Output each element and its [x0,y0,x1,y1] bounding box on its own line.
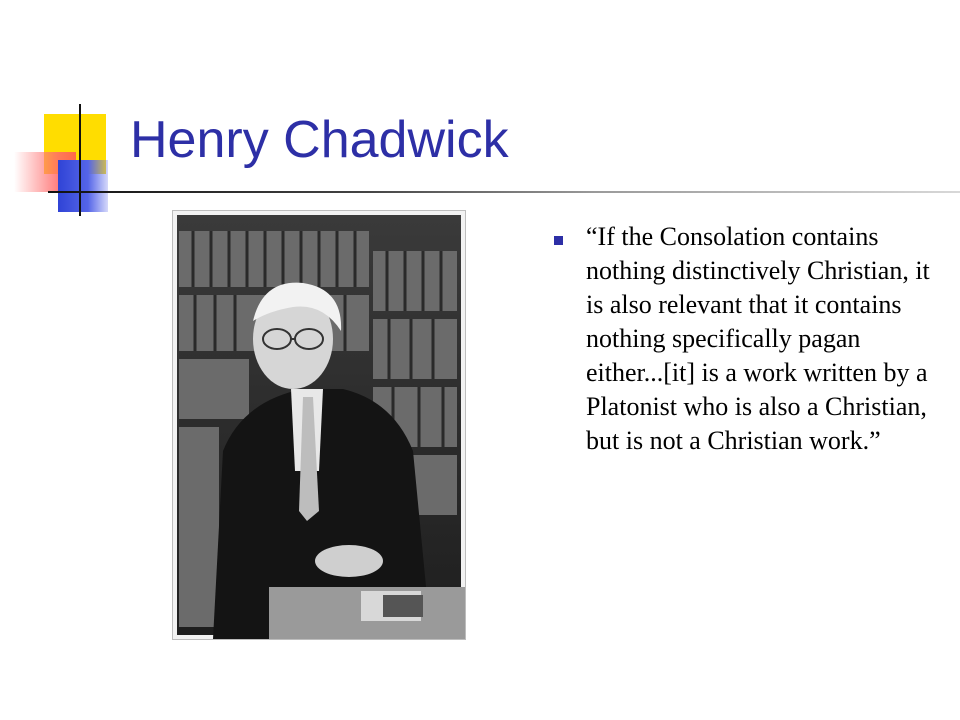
portrait-photo [172,210,466,640]
quote-text: “If the Consolation contains nothing distinctively Christian, it is also relevant that it contains nothing specifically pagan either...[it] is a work written by a Platonist who is also a Christian, but is not a Christian work.” [586,222,930,455]
decor-vertical-line [79,104,81,216]
bullet-marker [554,236,563,245]
portrait-illustration [173,211,465,639]
decor-blue-square [58,160,108,212]
title-underline [48,191,960,193]
slide-title: Henry Chadwick [130,111,509,169]
